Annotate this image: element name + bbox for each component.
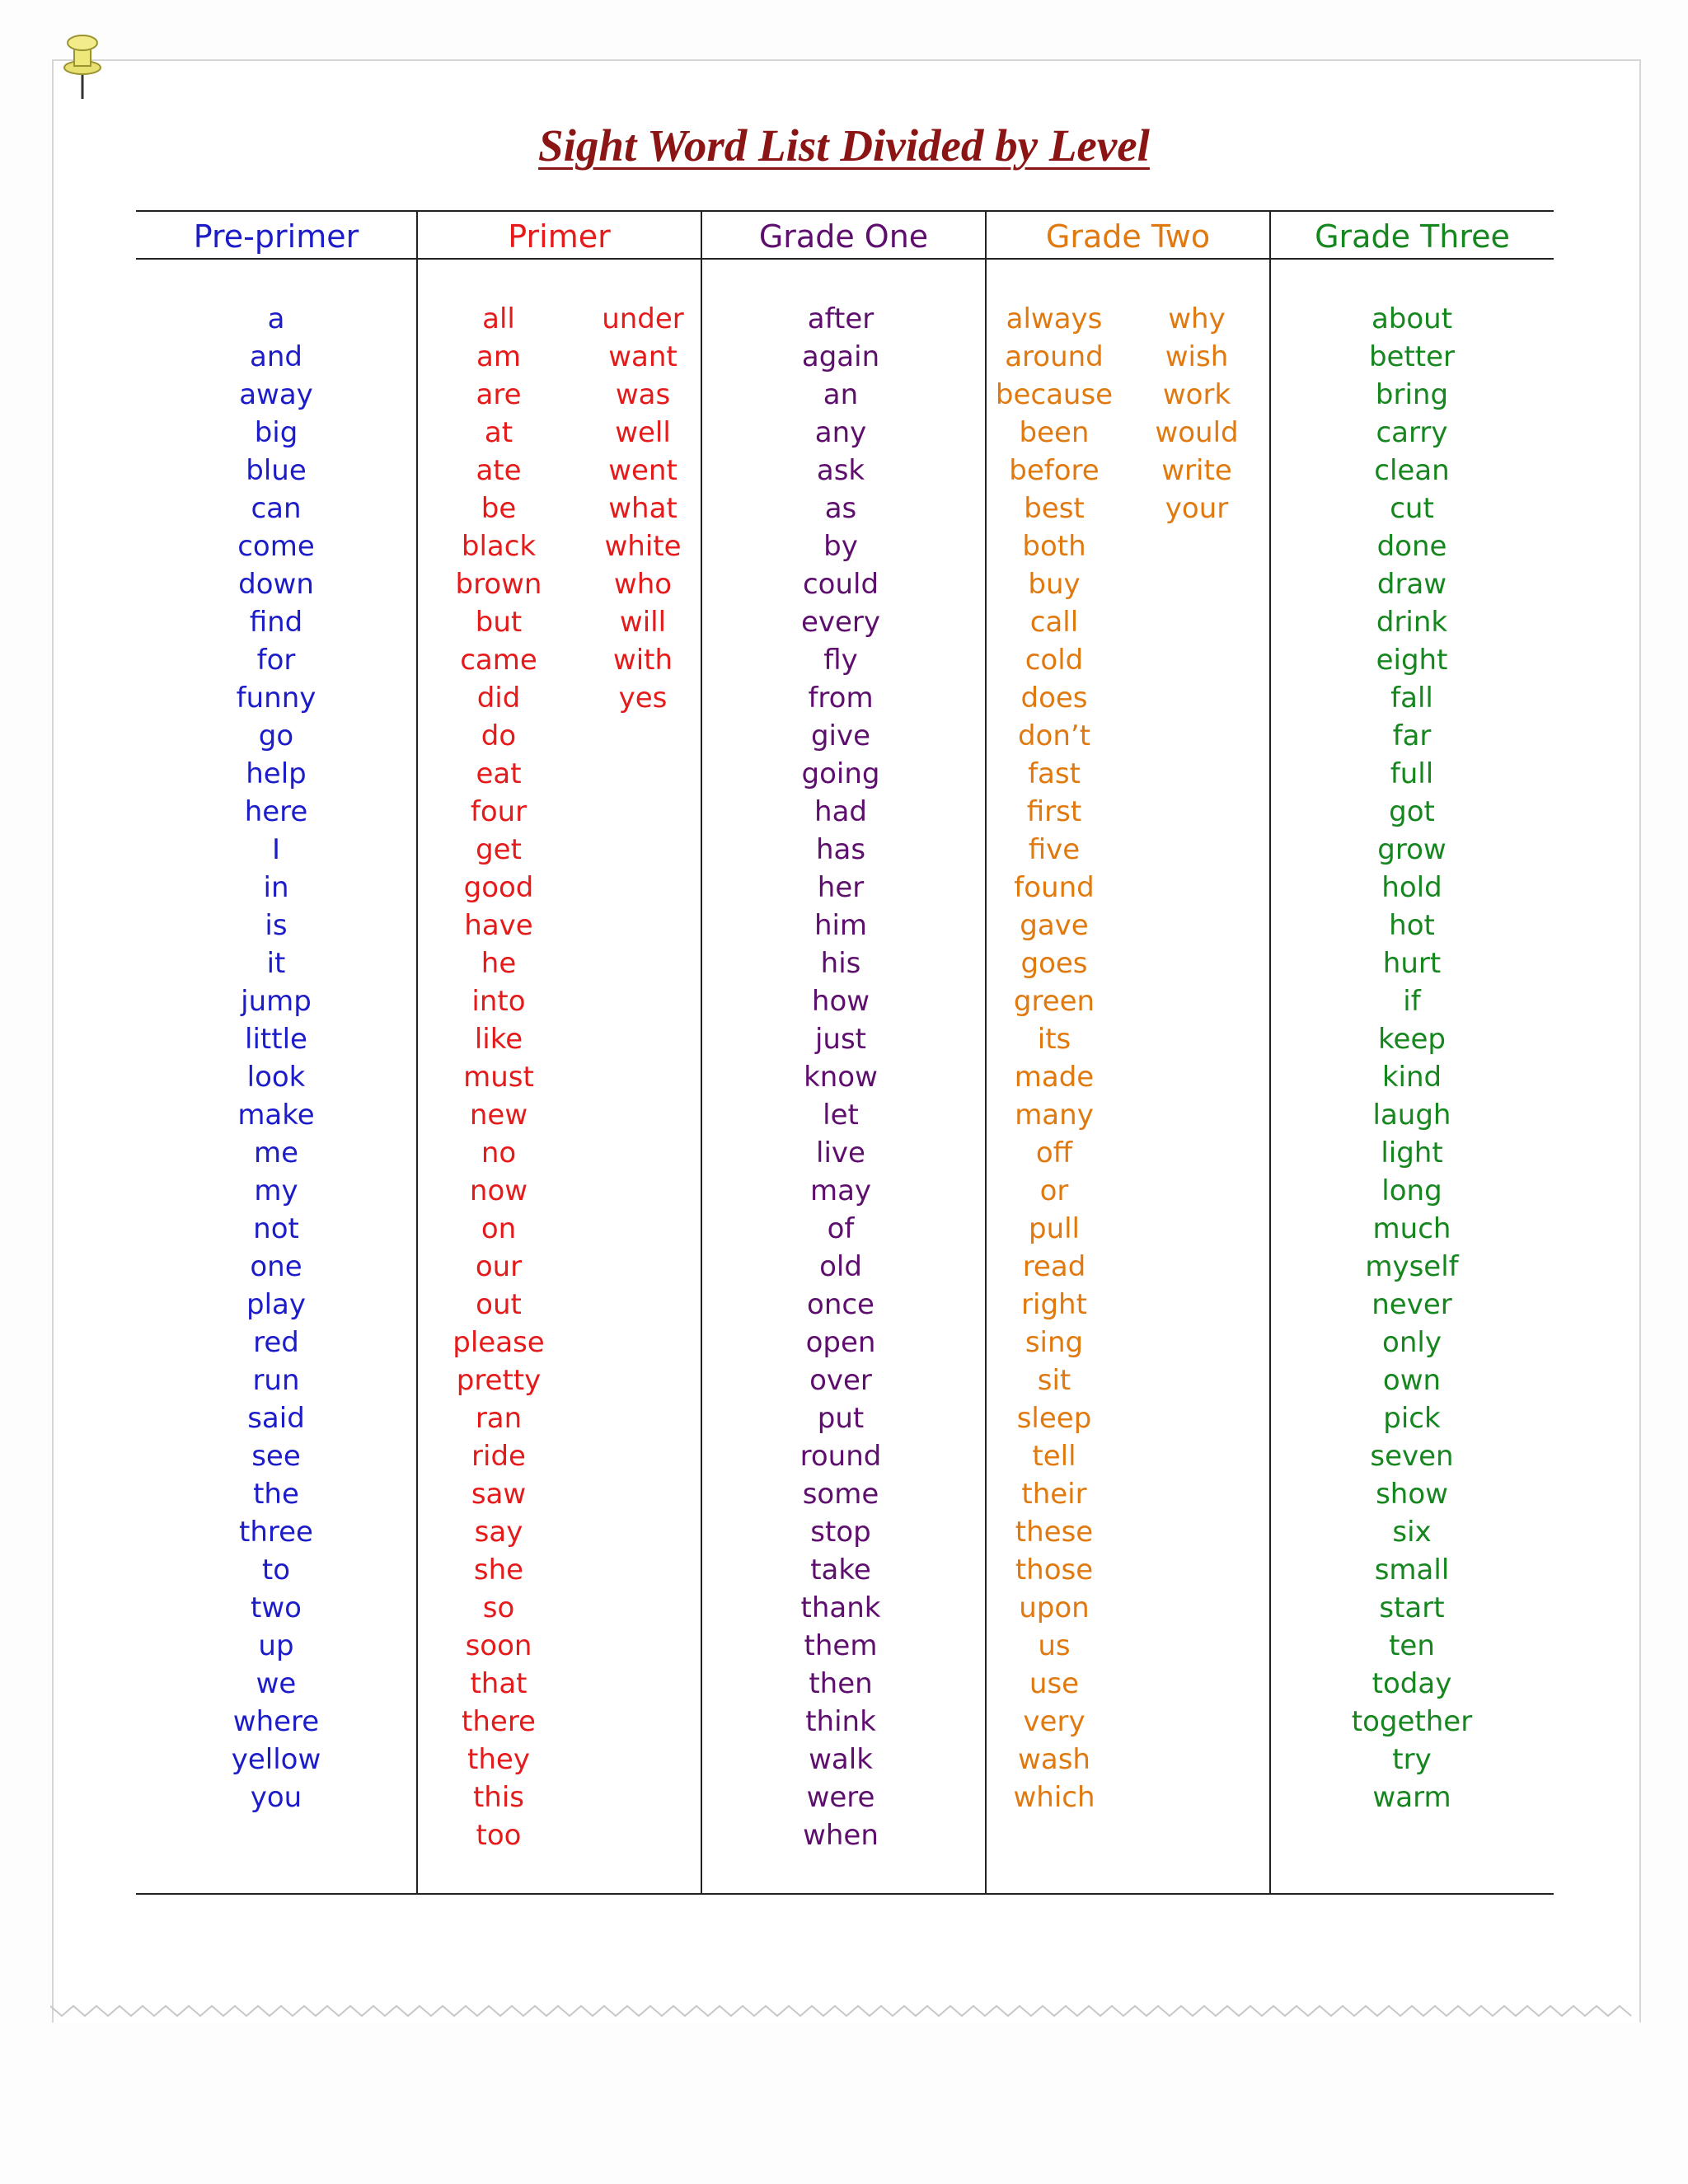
word-item: made [1014,1061,1095,1094]
word-item: why [1168,302,1226,335]
word-item: black [461,530,537,563]
word-item: which [1013,1781,1095,1814]
word-item: like [474,1023,523,1056]
word-item: carry [1376,416,1448,449]
word-item: right [1021,1288,1087,1321]
word-item: only [1382,1326,1442,1359]
word-item: full [1390,757,1434,790]
word-item: you [250,1781,302,1814]
word-item: laugh [1372,1099,1451,1132]
word-item: start [1379,1591,1445,1624]
word-item: them [804,1629,878,1662]
word-item: some [802,1478,879,1511]
word-item: clean [1374,454,1450,487]
word-list-grade-one [758,300,923,1854]
word-item: draw [1376,568,1447,601]
word-item: bring [1375,378,1449,411]
word-item: goes [1020,947,1088,980]
word-item: hot [1389,909,1435,942]
word-item: its [1037,1023,1071,1056]
word-item: again [801,340,880,373]
word-item: me [253,1137,299,1169]
word-item: good [463,871,534,904]
word-item: on [481,1212,517,1245]
word-item: much [1372,1212,1451,1245]
word-item: big [254,416,298,449]
header-grade-three: Grade Three [1315,218,1510,255]
word-item: around [1005,340,1104,373]
word-item: come [237,530,315,563]
word-item: first [1026,795,1082,828]
word-item: white [604,530,682,563]
word-item: hurt [1382,947,1442,980]
word-item: I [271,833,281,866]
word-item: think [805,1705,876,1738]
word-item: her [817,871,865,904]
word-item: and [250,340,302,373]
word-item: play [246,1288,306,1321]
word-item: been [1019,416,1090,449]
word-item: round [799,1440,882,1473]
word-list-primer-col2 [560,300,725,717]
word-item: show [1376,1478,1448,1511]
word-item: saw [471,1478,527,1511]
word-item: jump [241,985,312,1018]
word-item: blue [246,454,307,487]
word-item: has [815,833,866,866]
word-item: look [246,1061,306,1094]
word-item: walk [809,1743,873,1776]
word-item: when [803,1819,879,1852]
word-item: there [462,1705,536,1738]
word-item: put [817,1402,865,1435]
word-item: all [482,302,515,335]
word-item: myself [1365,1250,1459,1283]
word-item: hold [1381,871,1442,904]
word-item: any [814,416,867,449]
word-item: up [258,1629,294,1662]
word-item: eat [476,757,522,790]
word-item: too [476,1819,522,1852]
word-item: had [814,795,867,828]
word-item: can [251,492,302,525]
word-item: or [1039,1174,1069,1207]
word-item: in [263,871,289,904]
word-item: funny [236,682,316,715]
word-item: five [1028,833,1081,866]
word-item: know [804,1061,878,1094]
word-item: got [1389,795,1435,828]
word-item: fast [1028,757,1081,790]
word-item: find [249,606,303,639]
word-item: no [481,1137,517,1169]
word-item: sleep [1016,1402,1092,1435]
word-item: read [1022,1250,1086,1283]
word-item: is [265,909,288,942]
word-list-pre-primer [194,300,359,1816]
word-item: what [608,492,678,525]
word-item: are [476,378,522,411]
word-item: keep [1378,1023,1446,1056]
word-item: every [800,606,881,639]
word-item: if [1403,985,1421,1018]
header-pre-primer: Pre-primer [193,218,359,255]
word-item: ate [476,454,522,487]
word-item: help [246,757,307,790]
word-item: us [1038,1629,1071,1662]
word-item: sing [1025,1326,1084,1359]
word-item: an [823,378,859,411]
header-grade-one: Grade One [758,218,929,255]
word-item: it [266,947,286,980]
word-item: gave [1020,909,1089,942]
word-item: open [805,1326,876,1359]
word-item: where [232,1705,320,1738]
word-item: said [247,1402,305,1435]
word-item: just [814,1023,867,1056]
word-item: grow [1377,833,1447,866]
word-item: off [1035,1137,1073,1169]
word-item: under [602,302,684,335]
word-item: my [254,1174,298,1207]
word-item: their [1021,1478,1087,1511]
word-item: over [809,1364,872,1397]
word-item: this [472,1781,525,1814]
word-item: try [1392,1743,1432,1776]
word-item: today [1372,1667,1452,1700]
word-item: six [1392,1516,1432,1549]
torn-edge [50,2003,1641,2022]
word-item: stop [810,1516,871,1549]
word-item: call [1029,606,1079,639]
word-item: down [238,568,314,601]
word-item: by [823,530,858,563]
word-item: make [237,1099,315,1132]
word-item: green [1013,985,1095,1018]
word-item: many [1015,1099,1094,1132]
word-item: very [1023,1705,1085,1738]
word-item: brown [455,568,542,601]
word-item: one [250,1250,302,1283]
word-item: be [481,492,517,525]
word-item: before [1009,454,1100,487]
word-item: of [827,1212,855,1245]
word-item: well [615,416,671,449]
header-grade-two: Grade Two [1045,218,1211,255]
word-item: but [475,606,523,639]
word-item: best [1024,492,1085,525]
word-item: ride [471,1440,526,1473]
word-item: pick [1383,1402,1441,1435]
word-item: did [476,682,521,715]
word-item: use [1029,1667,1080,1700]
word-item: long [1381,1174,1442,1207]
word-item: into [471,985,526,1018]
word-item: after [807,302,874,335]
word-item: does [1020,682,1088,715]
header-primer: Primer [508,218,611,255]
word-item: little [245,1023,307,1056]
word-item: wish [1165,340,1229,373]
word-item: eight [1376,644,1448,677]
word-item: cold [1025,644,1084,677]
word-item: four [470,795,528,828]
word-item: ten [1389,1629,1435,1662]
word-item: for [256,644,296,677]
pushpin-icon [61,33,104,101]
word-item: fly [823,644,858,677]
word-item: how [811,985,870,1018]
word-item: live [816,1137,865,1169]
word-item: old [819,1250,862,1283]
word-item: your [1165,492,1229,525]
word-item: then [809,1667,873,1700]
word-item: with [612,644,673,677]
word-item: both [1022,530,1086,563]
word-item: out [476,1288,522,1321]
word-item: better [1368,340,1456,373]
word-list-grade-two-col2 [1114,300,1279,527]
word-item: warm [1372,1781,1451,1814]
word-item: him [814,909,868,942]
word-item: drink [1376,606,1448,639]
word-item: buy [1028,568,1081,601]
word-list-primer-col1 [416,300,581,1854]
word-item: from [808,682,874,715]
word-item: at [484,416,513,449]
word-item: get [476,833,522,866]
word-item: light [1381,1137,1443,1169]
word-item: his [820,947,861,980]
sight-word-table [136,210,1554,1895]
word-item: pull [1028,1212,1081,1245]
word-item: not [253,1212,299,1245]
word-item: here [244,795,308,828]
word-item: wash [1018,1743,1090,1776]
word-item: please [452,1326,545,1359]
word-item: see [251,1440,301,1473]
word-item: don’t [1017,719,1091,752]
word-item: do [481,719,517,752]
word-item: tell [1032,1440,1076,1473]
word-item: never [1372,1288,1452,1321]
word-item: could [802,568,879,601]
word-item: small [1374,1554,1450,1586]
word-item: three [239,1516,313,1549]
word-item: came [460,644,537,677]
word-item: a [267,302,285,335]
word-item: once [807,1288,874,1321]
word-item: were [806,1781,875,1814]
word-item: ran [475,1402,523,1435]
word-item: write [1161,454,1232,487]
word-item: together [1351,1705,1473,1738]
word-item: the [253,1478,299,1511]
word-item: yes [618,682,668,715]
word-item: pretty [456,1364,542,1397]
word-item: fall [1390,682,1433,715]
word-item: found [1014,871,1095,904]
word-list-grade-three [1329,300,1494,1816]
word-item: new [469,1099,528,1132]
word-item: was [615,378,671,411]
word-item: go [258,719,294,752]
word-item: now [469,1174,528,1207]
word-item: take [810,1554,871,1586]
word-item: soon [465,1629,532,1662]
word-item: two [251,1591,302,1624]
word-item: always [1006,302,1103,335]
word-item: these [1015,1516,1094,1549]
word-item: want [608,340,678,373]
word-item: he [481,947,517,980]
word-item: to [261,1554,291,1586]
word-item: we [256,1667,297,1700]
word-item: say [474,1516,523,1549]
word-item: that [470,1667,528,1700]
word-item: yellow [231,1743,321,1776]
word-list-grade-two-col1 [972,300,1137,1816]
word-item: ask [816,454,865,487]
word-item: done [1376,530,1447,563]
word-item: am [476,340,521,373]
word-item: those [1015,1554,1094,1586]
word-item: have [464,909,533,942]
header-divider [136,258,1554,260]
word-item: let [823,1099,859,1132]
word-item: as [824,492,857,525]
word-item: going [801,757,880,790]
word-item: far [1392,719,1432,752]
word-item: red [253,1326,299,1359]
word-item: seven [1370,1440,1454,1473]
word-item: went [608,454,678,487]
word-item: would [1155,416,1239,449]
page-title: Sight Word List Divided by Level [538,120,1150,171]
word-item: work [1162,378,1231,411]
word-item: upon [1019,1591,1090,1624]
word-item: they [467,1743,530,1776]
word-item: kind [1381,1061,1442,1094]
word-item: sit [1037,1364,1071,1397]
word-item: our [475,1250,523,1283]
word-item: who [613,568,673,601]
word-item: because [995,378,1114,411]
word-item: may [809,1174,872,1207]
word-item: give [810,719,871,752]
word-item: away [239,378,313,411]
word-item: will [619,606,667,639]
word-item: about [1371,302,1453,335]
word-item: cut [1390,492,1434,525]
word-item: thank [800,1591,881,1624]
word-item: she [473,1554,524,1586]
word-item: own [1382,1364,1442,1397]
word-item: so [482,1591,515,1624]
word-item: must [463,1061,534,1094]
word-item: run [252,1364,300,1397]
